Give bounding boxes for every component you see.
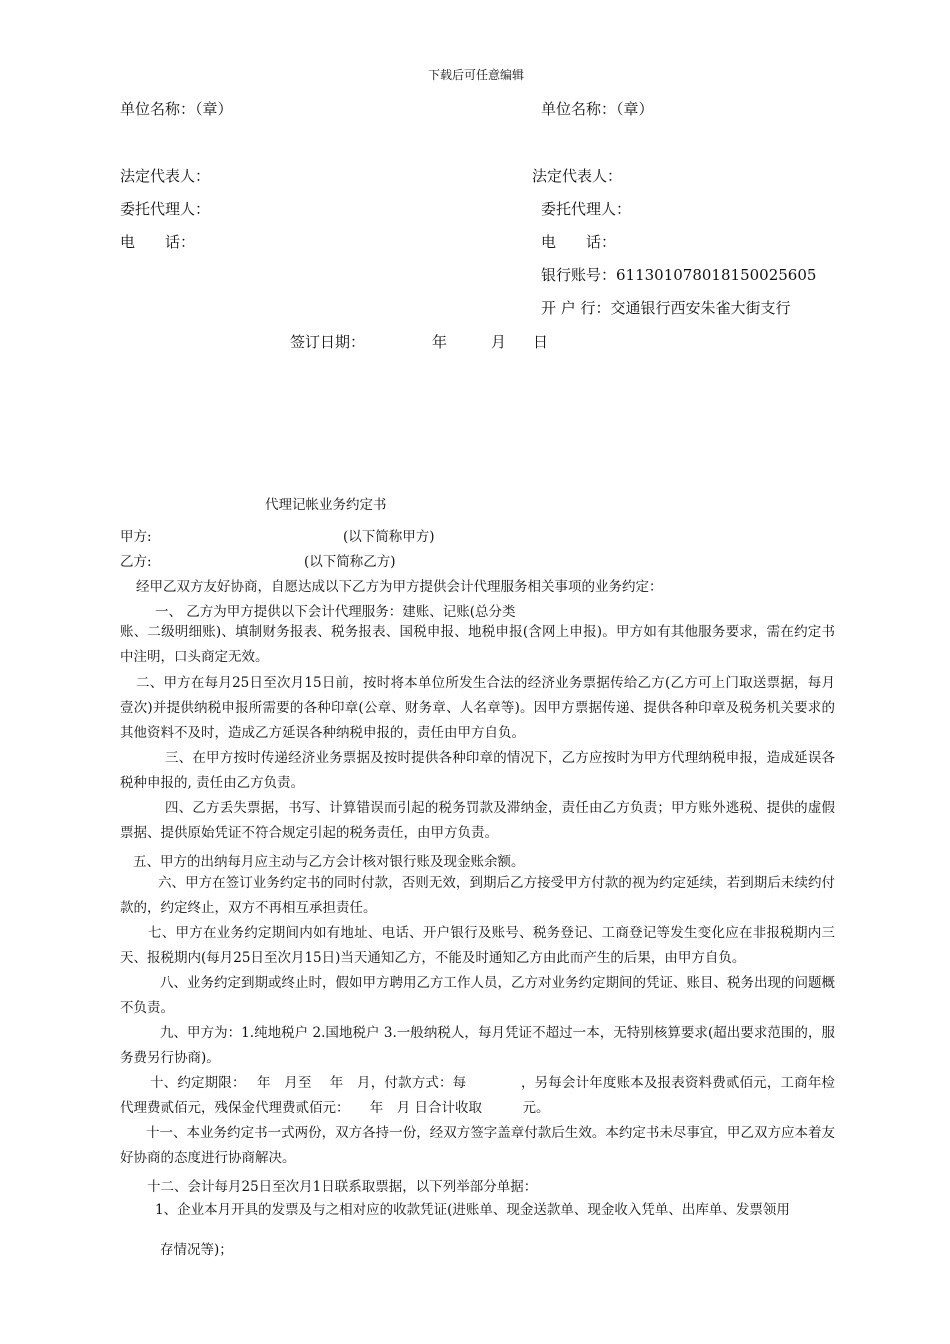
clause-7: 七、甲方在业务约定期间内如有地址、电话、开户银行及账号、税务登记、工商登记等发生变化应在非报税期内三天、报税期内(每月25日至次月15日)当天通知乙方，不能及时通知乙方由此而产生的后果，由甲方自负。 (120, 925, 835, 966)
sign-date-label: 签订日期： (290, 333, 366, 351)
bank-branch: 开 户 行：交通银行西安朱雀大街支行 (541, 299, 791, 317)
right-unit-name: 单位名称：（章） (541, 100, 654, 118)
party-a-note: (以下简称甲方) (343, 529, 435, 545)
clause-1-line-1: 一、 乙方为甲方提供以下会计代理服务：建账、记账(总分类 (155, 604, 516, 620)
left-agent: 委托代理人： (120, 200, 211, 218)
clause-1-rest: 账、二级明细账)、填制财务报表、税务报表、国税申报、地税申报(含网上申报)。甲方如有其他服务要求，需在约定书中注明，口头商定无效。 (120, 624, 835, 665)
party-a-label: 甲方: (120, 529, 152, 545)
bank-account: 银行账号：611301078018150025605 (541, 266, 817, 284)
right-phone: 电 话： (541, 233, 617, 251)
left-unit-name: 单位名称：（章） (120, 100, 233, 118)
clause-8: 八、业务约定到期或终止时，假如甲方聘用乙方工作人员，乙方对业务约定期间的凭证、账目、税务出现的问题概不负责。 (120, 975, 835, 1016)
sign-date-day: 日 (533, 333, 549, 351)
sign-date-month: 月 (491, 333, 507, 351)
clause-2: 二、甲方在每月25日至次月15日前，按时将本单位所发生合法的经济业务票据传给乙方(乙方可上门取送票据，每月壹次)并提供纳税申报所需要的各种印章(公章、财务章、人名章等)。因甲方票据传递、提供各种印章及税务机关要求的其他资料不及时，造成乙方延误各种纳税申报的，责任由甲方自负。 (120, 675, 835, 741)
clause-3: 三、在甲方按时传递经济业务票据及按时提供各种印章的情况下，乙方应按时为甲方代理纳税申报，造成延误各税种申报的, 责任由乙方负责。 (120, 750, 835, 791)
right-agent: 委托代理人： (541, 200, 632, 218)
clause-11: 十一、本业务约定书一式两份，双方各持一份，经双方签字盖章付款后生效。本约定书未尽事宜，甲乙双方应本着友好协商的态度进行协商解决。 (120, 1125, 835, 1166)
left-legal-rep: 法定代表人： (120, 167, 211, 185)
right-legal-rep: 法定代表人： (532, 167, 623, 185)
contract-title: 代理记帐业务约定书 (265, 497, 387, 513)
left-phone: 电 话： (120, 233, 196, 251)
clause-9: 九、甲方为：1.纯地税户 2.国地税户 3.一般纳税人，每月凭证不超过一本，无特别核算要求(超出要求范围的，服务费另行协商)。 (120, 1025, 835, 1066)
header-note: 下载后可任意编辑 (428, 68, 525, 82)
clause-5: 五、甲方的出纳每月应主动与乙方会计核对银行账及现金账余额。 (133, 854, 525, 870)
party-b-note: (以下简称乙方) (304, 554, 396, 570)
clause-12: 十二、会计每月25日至次月1日联系取票据，以下列举部分单据： (147, 1179, 538, 1195)
clause-10: 十、约定期限： 年 月至 年 月，付款方式：每 ，另每会计年度账本及报表资料费贰佰元，工商年检代理费贰佰元，残保金代理费贰佰元： 年 月 日合计收取 元。 (120, 1075, 835, 1116)
clause-6: 六、甲方在签订业务约定书的同时付款，否则无效，到期后乙方接受甲方付款的视为约定延续，若到期后未续约付款的，约定终止，双方不再相互承担责任。 (120, 875, 835, 916)
party-b-label: 乙方: (120, 554, 152, 570)
item-1-line-2: 存情况等)； (160, 1242, 233, 1258)
clause-4: 四、乙方丢失票据，书写、计算错误而引起的税务罚款及滞纳金，责任由乙方负责；甲方账外逃税、提供的虚假票据、提供原始凭证不符合规定引起的税务责任，由甲方负责。 (120, 800, 835, 841)
sign-date-year: 年 (432, 333, 448, 351)
item-1-line-1: 1、企业本月开具的发票及与之相对应的收款凭证(进账单、现金送款单、现金收入凭单、出库单、发票领用 (155, 1202, 790, 1218)
contract-intro: 经甲乙双方友好协商，自愿达成以下乙方为甲方提供会计代理服务相关事项的业务约定： (136, 579, 663, 595)
